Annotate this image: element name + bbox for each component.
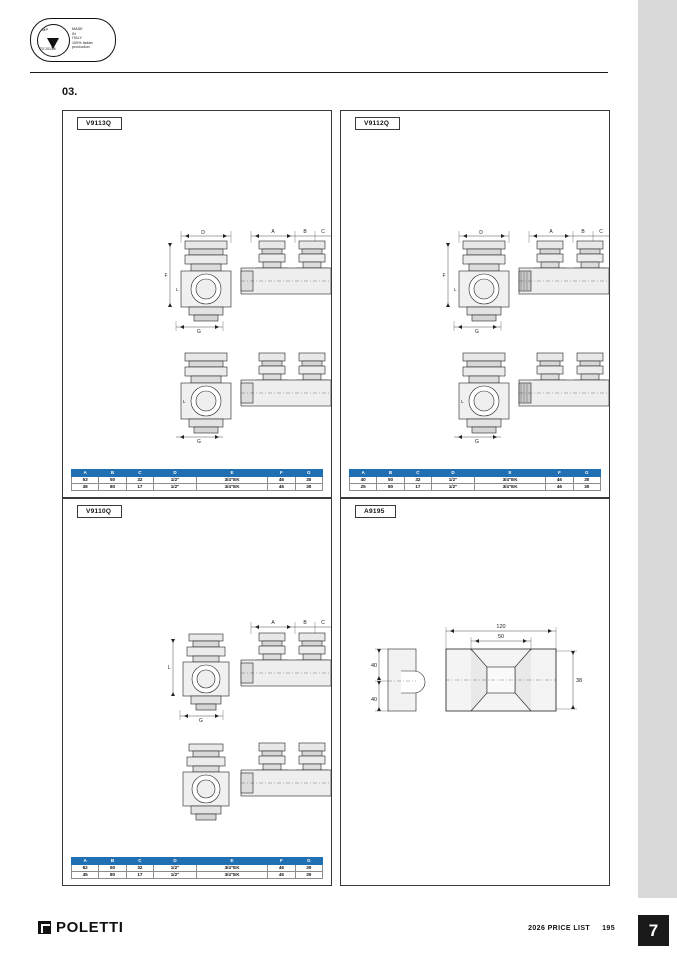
footer-meta <box>528 925 615 932</box>
table-header-row: A B C D E F G <box>350 470 601 477</box>
svg-text:C: C <box>321 620 325 626</box>
technical-drawing-v9113q <box>63 131 331 471</box>
technical-drawing-v9110q <box>63 559 331 859</box>
svg-text:B: B <box>303 229 307 235</box>
svg-text:40: 40 <box>370 663 378 669</box>
badge-top-text: MP <box>42 27 49 32</box>
col-g: G <box>295 470 322 477</box>
svg-text:38: 38 <box>575 678 583 684</box>
svg-text:L: L <box>461 399 464 404</box>
col-a: A <box>72 470 99 477</box>
product-panel-v9112q <box>340 110 610 498</box>
panel-code-v9110q: V9110Q <box>77 505 122 518</box>
table-header-row <box>72 470 323 477</box>
svg-text:D: D <box>479 230 483 236</box>
badge-line-3: 100% italian <box>72 40 93 45</box>
col-f: F <box>268 470 295 477</box>
page-bleed-bar <box>638 0 677 898</box>
poletti-mark-icon <box>38 921 51 934</box>
svg-text:F: F <box>164 273 168 279</box>
svg-text:G: G <box>199 718 203 724</box>
table-row: 62 50 32 1/2" 3/4"EK 46 30 <box>72 865 323 872</box>
product-panel-v9110q <box>62 498 332 886</box>
product-panel-v9113q <box>62 110 332 498</box>
section-number: 03. <box>62 86 78 98</box>
technical-drawing-v9112q <box>341 131 609 471</box>
svg-text:G: G <box>197 439 201 445</box>
svg-text:F: F <box>442 273 446 279</box>
svg-text:G: G <box>475 329 479 335</box>
brand-name: POLETTI <box>56 919 124 936</box>
badge-lines <box>72 27 112 50</box>
table-row: 40 50 32 1/2" 3/4"EK 46 30 <box>350 477 601 484</box>
svg-text:A: A <box>549 229 553 235</box>
badge-line-4: production <box>72 45 90 50</box>
badge-line-2: ITALY <box>72 36 82 41</box>
product-panel-a9195 <box>340 498 610 886</box>
svg-text:120: 120 <box>496 624 506 630</box>
table-row: 53 50 32 1/2" 3/4"EK 46 30 <box>72 477 323 484</box>
footer-brand-logo <box>38 919 124 936</box>
svg-text:B: B <box>581 229 585 235</box>
header-divider <box>30 72 608 73</box>
badge-line-0: MADE <box>72 27 83 31</box>
table-row: 45 80 17 1/2" 3/4"EK 46 30 <box>72 872 323 879</box>
svg-text:C: C <box>321 229 325 235</box>
page-label: 195 <box>602 925 615 932</box>
svg-text:40: 40 <box>370 697 378 703</box>
svg-text:C: C <box>599 229 603 235</box>
page-number-box: 7 <box>638 915 669 946</box>
technical-drawing-a9195 <box>341 609 609 779</box>
col-e: E <box>196 470 267 477</box>
badge-bottom-text: TS 2013/6 <box>40 47 56 51</box>
panel-code-a9195: A9195 <box>355 505 396 518</box>
col-b: B <box>99 470 126 477</box>
svg-text:L: L <box>454 287 457 292</box>
spec-table-v9113q <box>71 469 323 491</box>
spec-table-v9112q <box>349 469 601 491</box>
svg-text:A: A <box>271 620 275 626</box>
svg-text:A: A <box>271 229 275 235</box>
table-header-row: A B C D E F G <box>72 858 323 865</box>
svg-text:B: B <box>303 620 307 626</box>
badge-line-1: IN <box>72 31 76 36</box>
panel-code-v9112q: V9112Q <box>355 117 400 130</box>
table-row: 38 80 17 1/2" 3/4"EK 46 30 <box>72 484 323 491</box>
svg-text:D: D <box>201 230 205 236</box>
svg-text:G: G <box>475 439 479 445</box>
badge-circle-icon <box>37 24 70 57</box>
made-in-italy-badge <box>30 18 116 62</box>
svg-text:50: 50 <box>497 634 505 640</box>
spec-table-v9110q <box>71 857 323 879</box>
table-row: 25 80 17 1/2" 3/4"EK 46 30 <box>350 484 601 491</box>
panel-code-v9113q: V9113Q <box>77 117 122 130</box>
col-c: C <box>126 470 153 477</box>
svg-text:L: L <box>183 399 186 404</box>
svg-text:L: L <box>167 665 171 671</box>
svg-text:G: G <box>197 329 201 335</box>
col-d: D <box>154 470 197 477</box>
svg-text:L: L <box>176 287 179 292</box>
price-list-label: 2026 PRICE LIST <box>528 925 591 932</box>
